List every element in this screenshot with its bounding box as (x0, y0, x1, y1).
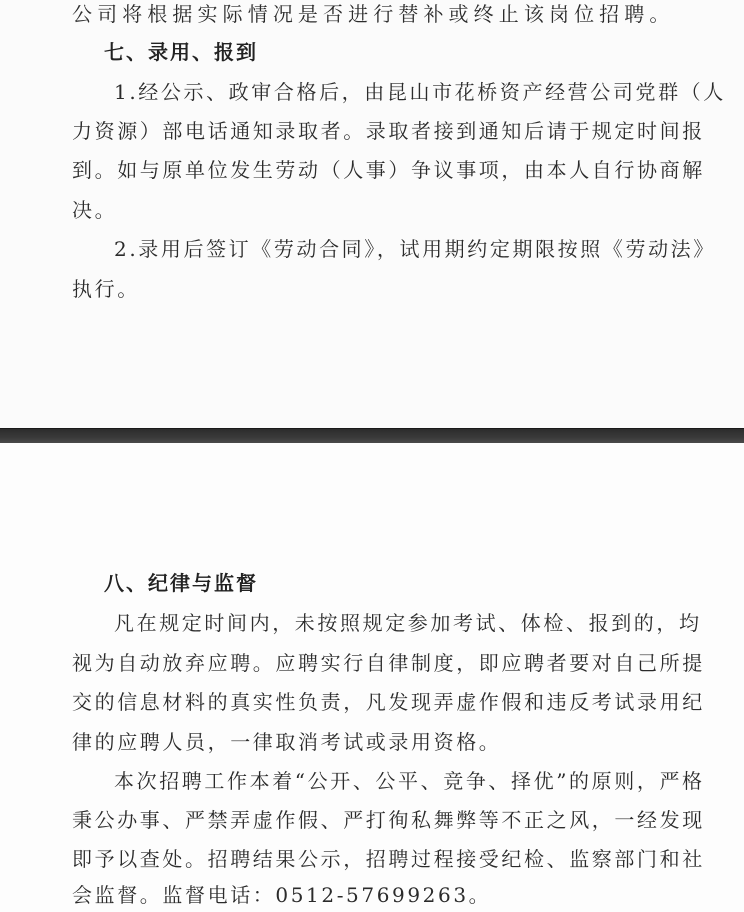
document-page-1 (0, 0, 744, 428)
document-page-2 (0, 443, 744, 912)
section-8-paragraph-2-line-2: 秉公办事、严禁弄虚作假、严打徇私舞弊等不正之风，一经发现 (72, 808, 705, 832)
section-7-paragraph-1-line-3: 到。如与原单位发生劳动（人事）争议事项，由本人自行协商解 (72, 158, 705, 182)
section-7-paragraph-1-line-1: 1.经公示、政审合格后，由昆山市花桥资产经营公司党群（人 (114, 80, 726, 104)
section-7-paragraph-1-line-2: 力资源）部电话通知录取者。录取者接到通知后请于规定时间报 (72, 119, 705, 143)
section-8-paragraph-2-line-4: 会监督。监督电话：0512-57699263。 (72, 883, 492, 907)
section-8-paragraph-1-line-4: 律的应聘人员，一律取消考试或录用资格。 (72, 730, 502, 754)
section-8-paragraph-1-line-2: 视为自动放弃应聘。应聘实行自律制度，即应聘者要对自己所提 (72, 651, 705, 675)
section-7-paragraph-2-line-2: 执行。 (72, 277, 140, 301)
section-8-paragraph-2-line-3: 即予以查处。招聘结果公示，招聘过程接受纪检、监察部门和社 (72, 847, 705, 871)
section-8-paragraph-1-line-1: 凡在规定时间内，未按照规定参加考试、体检、报到的，均 (114, 611, 702, 635)
section-8-heading: 八、纪律与监督 (104, 571, 258, 595)
section-7-heading: 七、录用、报到 (104, 40, 258, 64)
section-7-paragraph-2-line-1: 2.录用后签订《劳动合同》，试用期约定期限按照《劳动法》 (114, 237, 716, 261)
section-8-paragraph-2-line-1: 本次招聘工作本着“公开、公平、竞争、择优”的原则，严格 (114, 769, 705, 793)
section-7-paragraph-1-line-4: 决。 (72, 198, 118, 222)
carryover-line: 公司将根据实际情况是否进行替补或终止该岗位招聘。 (72, 2, 672, 26)
page-separator (0, 428, 744, 443)
section-8-paragraph-1-line-3: 交的信息材料的真实性负责，凡发现弄虚作假和违反考试录用纪 (72, 690, 705, 714)
